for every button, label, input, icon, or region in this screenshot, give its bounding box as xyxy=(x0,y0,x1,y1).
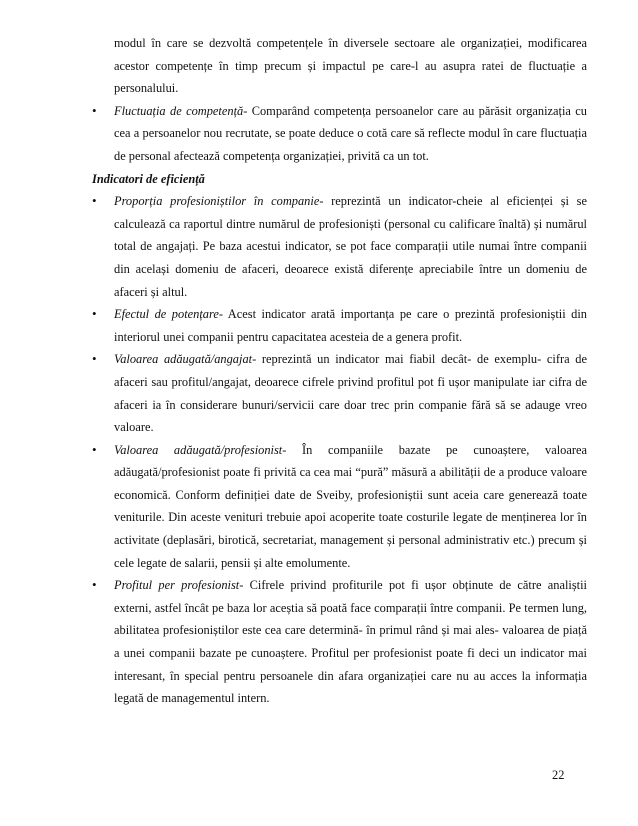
bullet-item-efectul-potentare xyxy=(92,303,587,348)
bullet-item-valoarea-adaugata-angajat xyxy=(92,348,587,438)
bullet-text: - Cifrele privind profiturile pot fi ușor obținute de către analiștii externi, astfel încât pe baza lor aceștia să poată face comparații între companii. Pe termen lung, abilitatea profesioniștilor este cea care determină- în primul rând și mai ales- valoarea de piață a unei companii bazate pe cunoaștere. Profitul per profesionist poate fi deci un indicator mai interesant, în special pentru persoanele din afara organizației care nu au acces la informația legată de managementul intern. xyxy=(114,578,587,706)
paragraph-continuation xyxy=(92,32,587,100)
bullet-text: - Acest indicator arată importanța pe care o prezintă profesioniștii din interiorul unei companii pentru capacitatea acesteia de a genera profit. xyxy=(114,307,587,344)
bullet-term: Efectul de potențare xyxy=(114,307,219,322)
bullet-item-proportia-profesionistilor xyxy=(92,190,587,303)
bullet-term: Proporția profesioniștilor în companie xyxy=(114,194,320,209)
paragraph-text: modul în care se dezvoltă competențele în diversele sectoare ale organizației, modificarea acestor competențe în timp precum și impactul pe care-l au asupra ratei de fluctuație a personalului. xyxy=(114,36,587,96)
bullet-item-valoarea-adaugata-profesionist xyxy=(92,439,587,575)
page-content xyxy=(92,32,587,710)
bullet-text: - În companiile bazate pe cunoaștere, valoarea adăugată/profesionist poate fi privită ca cea mai “pură” măsură a abilității de a produce valoare economică. Conform definiției date de Sveiby, profesioniștii sunt aceia care generează toate veniturile. Din aceste venituri trebuie apoi acoperite toate costurile legate de menținerea lor în activitate (deplasări, birotică, secretariat, management și personal administrativ etc.) precum și cele legate de salarii, pensii și alte emolumente. xyxy=(114,442,588,570)
bullet-term: Valoarea adăugată/profesionist xyxy=(114,442,283,457)
bullet-item-fluctuatia-competenta xyxy=(92,100,587,168)
page-number: 22 xyxy=(552,768,565,782)
bullet-text: - reprezintă un indicator mai fiabil decât- de exemplu- cifra de afaceri sau profitul/angajat, deoarece cifrele privind profitul pot fi ușor manipulate iar cifra de afaceri ia în considerare bunuri/servicii care doar trec prin companie fără să se adauge vreo valoare. xyxy=(114,352,587,435)
bullet-item-profitul-per-profesionist xyxy=(92,574,587,710)
bullet-term: Profitul per profesionist xyxy=(114,578,240,593)
bullet-term: Valoarea adăugată/angajat xyxy=(114,352,253,367)
section-heading: Indicatori de eficiență xyxy=(92,171,205,186)
bullet-term: Fluctuația de competență xyxy=(114,103,244,118)
bullet-text: - Comparând competența persoanelor care au părăsit organizația cu cea a persoanelor nou recrutate, se poate deduce o cotă care să reflecte modul în care fluctuația de personal afectează competența organizației, privită ca un tot. xyxy=(114,103,587,163)
bullet-text: - reprezintă un indicator-cheie al eficienței și se calculează ca raportul dintre numărul de profesioniști (personal cu calificare înaltă) și numărul total de angajați. Pe baza acestui indicator, se pot face comparații utile numai între companii din același domeniu de afaceri, deoarece există diferențe apreciabile între un domeniu de afaceri și altul. xyxy=(114,194,587,299)
